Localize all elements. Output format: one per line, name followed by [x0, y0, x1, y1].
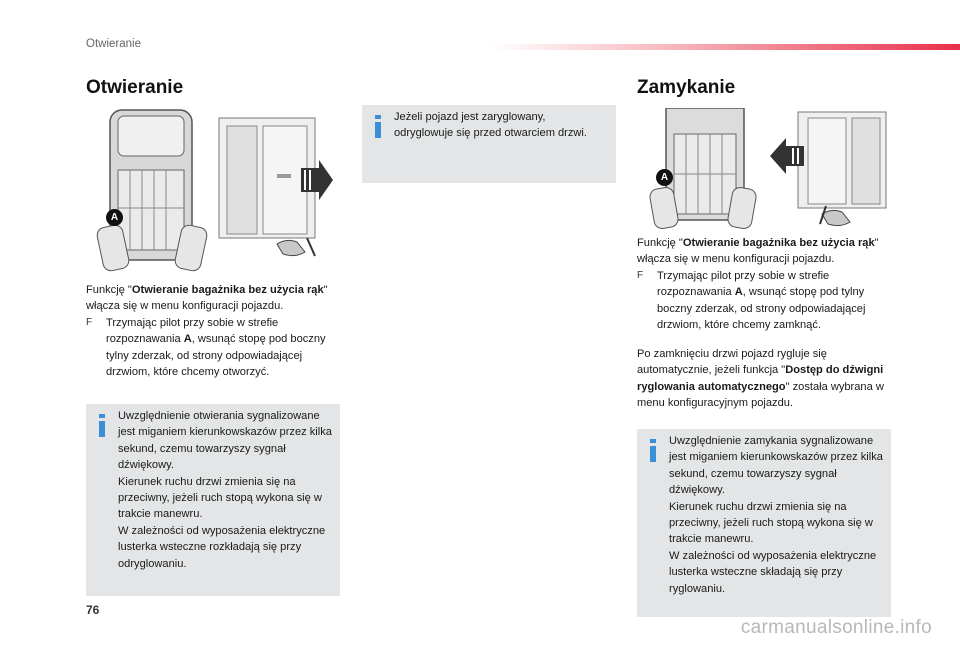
open-info-box	[86, 404, 340, 596]
illustration-close-side-door-foot	[768, 110, 890, 230]
open-instructions	[86, 282, 336, 380]
open-info-text: Uwzględnienie otwierania sygnalizowane jest miganiem kierunkowskazów przez kilka sekund, czemu towarzyszy sygnał dźwiękowy. Kierunek ruchu drzwi zmienia się na przeciwny, jeżeli ruch stopą wykona się w trakcie manewru. W zależności od wyposażenia elektryczne lusterka wsteczne rozkładają się przy odryglowaniu.	[118, 410, 332, 570]
header-accent-bar	[490, 44, 960, 50]
info-i-icon	[648, 439, 658, 468]
page-number: 76	[86, 603, 100, 617]
close-intro-paragraph: Funkcję "Otwieranie bagażnika bez użycia rąk" włącza się w menu konfiguracji pojazdu.	[637, 237, 879, 266]
close-instructions	[637, 235, 893, 333]
bullet-marker: F	[86, 316, 93, 328]
middle-info-box	[362, 105, 616, 183]
illustration-open-van-top-view	[90, 108, 212, 273]
close-info-text: Uwzględnienie zamykania sygnalizowane jest miganiem kierunkowskazów przez kilka sekund, czemu towarzyszy sygnał dźwiękowy. Kierunek ruchu drzwi zmienia się na przeciwny, jeżeli ruch stopą wykona się w trakcie manewru. W zależności od wyposażenia elektryczne lusterka wsteczne składają się przy ryglowaniu.	[669, 435, 883, 595]
zone-a-label: A	[656, 169, 673, 186]
illustration-open-side-door-foot	[215, 116, 333, 273]
close-auto-lock-paragraph: Po zamknięciu drzwi pojazd rygluje się automatycznie, jeżeli funkcja "Dostęp do dźwigni ryglowania automatycznego" została wybrana w menu konfiguracyjnym pojazdu.	[637, 348, 884, 410]
close-info-box	[637, 429, 891, 617]
running-header: Otwieranie	[86, 38, 141, 50]
close-bullet-item: F Trzymając pilot przy sobie w strefie rozpoznawania A, wsunąć stopę pod tylny boczny zderzak, od strony odpowiadającej drzwiom, które chcemy zamknąć.	[637, 269, 866, 332]
open-intro-paragraph: Funkcję "Otwieranie bagażnika bez użycia rąk" włącza się w menu konfiguracji pojazdu.	[86, 284, 328, 313]
zone-a-label: A	[106, 209, 123, 226]
open-bullet-item: F Trzymając pilot przy sobie w strefie rozpoznawania A, wsunąć stopę pod boczny tylny zderzak, od strony odpowiadającej drzwiom, które chcemy otworzyć.	[86, 316, 326, 379]
info-i-icon	[97, 414, 107, 443]
middle-info-text: Jeżeli pojazd jest zaryglowany, odryglowuje się przed otwarciem drzwi.	[394, 111, 587, 140]
section-title-close: Zamykanie	[637, 77, 736, 98]
bullet-marker: F	[637, 269, 644, 281]
section-title-open: Otwieranie	[86, 77, 184, 98]
info-i-icon	[373, 115, 383, 144]
watermark: carmanualsonline.info	[740, 617, 932, 638]
